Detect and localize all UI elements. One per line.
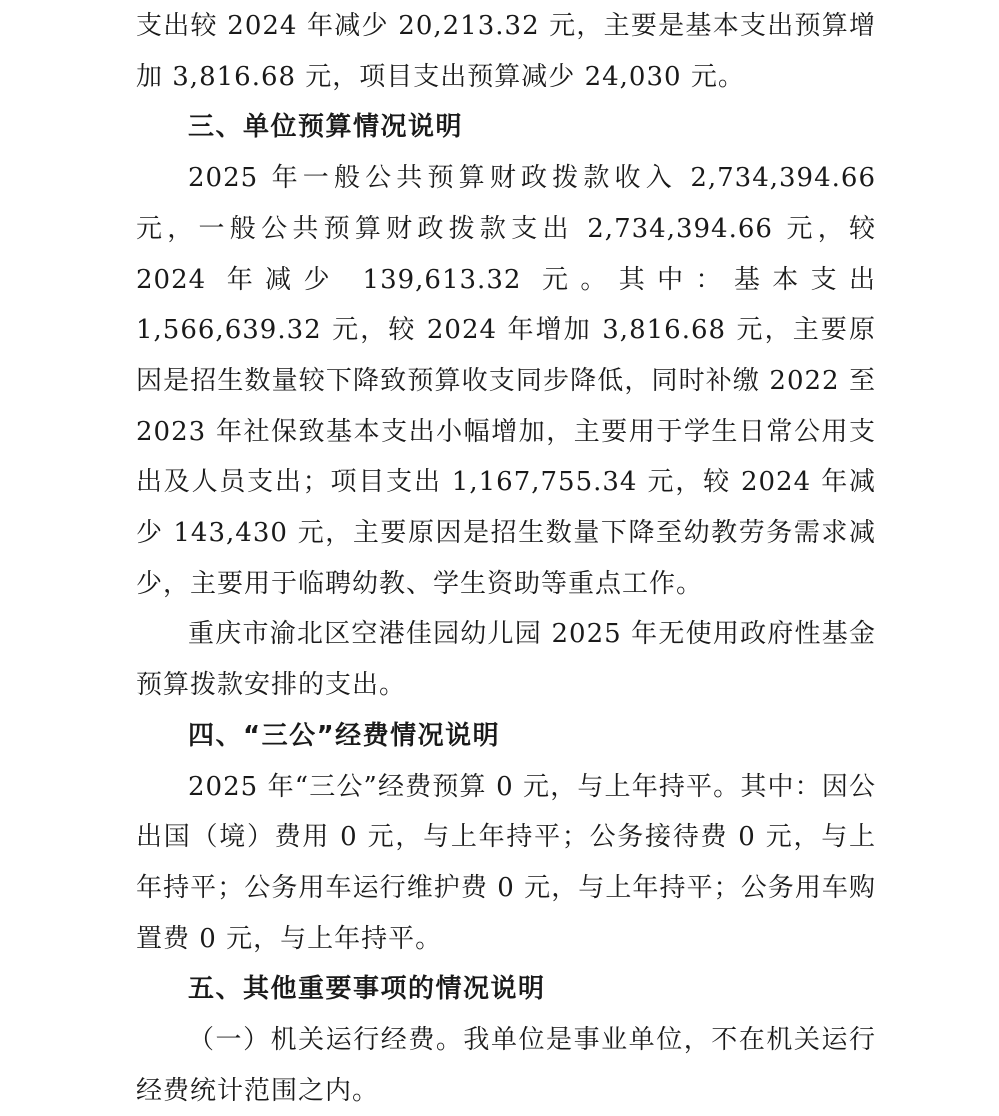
document-body	[136, 1, 876, 1116]
paragraph-government-fund: 重庆市渝北区空港佳园幼儿园 2025 年无使用政府性基金预算拨款安排的支出。	[136, 619, 876, 701]
paragraph-expenditure-decrease: 支出较 2024 年减少 20,213.32 元，主要是基本支出预算增加 3,816.68 元，项目支出预算减少 24,030 元。	[136, 11, 876, 92]
paragraph-general-budget: 2025 年一般公共预算财政拨款收入 2,734,394.66 元，一般公共预算财政拨款支出 2,734,394.66 元，较 2024 年减少 139,613.32 元。其中：基本支出 1,566,639.32 元，较 2024 年增加 3,816.68 元，主要原因是招生数量较下降致预算收支同步降低，同时补缴 2022 至 2023 年社保致基本支出小幅增加，主要用于学生日常公用支出及人员支出；项目支出 1,167,755.34 元，较 2024 年减少 143,430 元，主要原因是招生数量下降至幼教劳务需求减少，主要用于临聘幼教、学生资助等重点工作。	[136, 163, 876, 599]
paragraph-three-public-expenses: 2025 年“三公”经费预算 0 元，与上年持平。其中：因公出国（境）费用 0 元，与上年持平；公务接待费 0 元，与上年持平；公务用车运行维护费 0 元，与上年持平；公务用车购置费 0 元，与上年持平。	[136, 771, 876, 954]
section-heading-unit-budget: 三、单位预算情况说明	[188, 112, 464, 143]
paragraph-operating-expenses: （一）机关运行经费。我单位是事业单位，不在机关运行经费统计范围之内。	[136, 1025, 876, 1106]
section-heading-other-matters: 五、其他重要事项的情况说明	[188, 974, 546, 1005]
section-heading-three-public: 四、“三公”经费情况说明	[188, 720, 501, 751]
